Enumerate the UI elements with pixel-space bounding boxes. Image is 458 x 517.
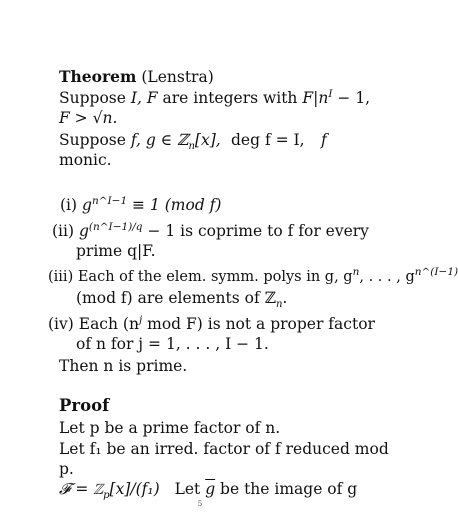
proof-line-1: Let p be a prime factor of n. bbox=[59, 419, 281, 437]
theorem-line-2: F > √n. bbox=[59, 109, 118, 127]
theorem-line-4: monic. bbox=[59, 151, 112, 169]
proof-heading-line bbox=[59, 396, 109, 416]
theorem-line-1: Suppose I, F are integers with $F|n^I - 1$, bbox=[59, 88, 371, 107]
page-number: 5 bbox=[197, 500, 203, 508]
theorem-conclusion: Then n is prime. bbox=[59, 357, 188, 375]
proof-line-2: Let f₁ be an irred. factor of f reduced mod bbox=[59, 440, 389, 458]
proof-line-4: 𝓕 = ℤ$_p$[x]/(f₁) Let $\overline{g}$ be the image of g bbox=[59, 480, 358, 502]
proof-heading: Proof bbox=[59, 396, 110, 415]
condition-ii-line-2: prime q|F. bbox=[76, 242, 156, 260]
condition-iii-line-2: (mod f) are elements of ℤ$_n$. bbox=[76, 289, 288, 311]
theorem-heading-line bbox=[59, 67, 214, 87]
theorem-line-3: Suppose f, g ∈ ℤ$_n$[x], deg f = I, f bbox=[59, 131, 327, 153]
proof-line-3: p. bbox=[59, 460, 74, 478]
condition-ii: (ii) $g^{(n\^{}I-1)/q} - 1$ is coprime to f for every bbox=[52, 221, 369, 240]
condition-iv: (iv) Each ($n^j$ mod F) is not a proper factor bbox=[48, 314, 375, 333]
condition-iii: (iii) Each of the elem. symm. polys in g, $g^n$, . . . , $g^{n\^{}(I-1)}$ bbox=[48, 266, 458, 285]
theorem-heading: Theorem bbox=[59, 67, 137, 86]
theorem-attribution: (Lenstra) bbox=[141, 68, 214, 86]
condition-iv-line-2: of n for j = 1, . . . , I − 1. bbox=[76, 335, 269, 353]
condition-i: (i) $g^{n\^{}I-1} \equiv 1$ (mod f) bbox=[60, 195, 222, 214]
